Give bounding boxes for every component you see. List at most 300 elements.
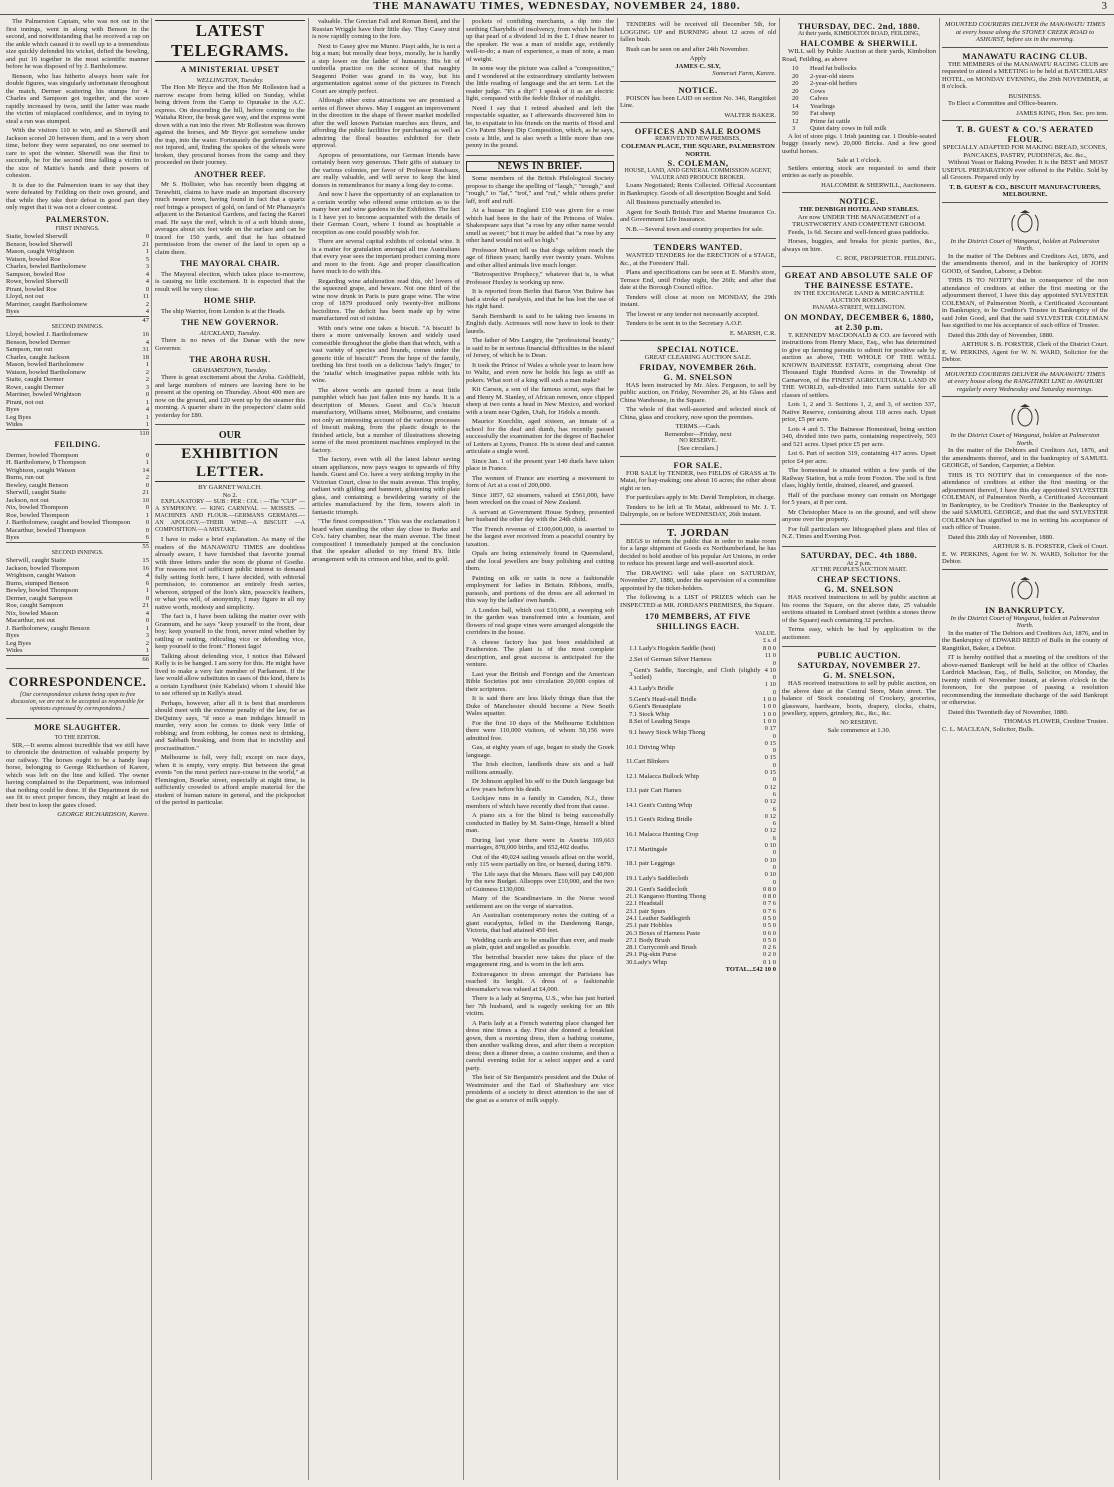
runs: 4: [145, 406, 149, 413]
score-row: [6, 580, 149, 588]
batsman: Dermer, bowled Thompson: [6, 451, 79, 459]
ad-text: TENDERS will be received till December 5th, for LOGGING UP and BURNING about 12 acres of old fallen bush.: [620, 21, 776, 43]
prize-n: 26.: [625, 929, 634, 937]
exhibition-banner-our: OUR: [218, 430, 242, 441]
masthead: [0, 0, 1114, 15]
runs: 4: [145, 338, 149, 346]
telegram-text: The ship Warrior, from London is at the Heads.: [161, 307, 286, 315]
batsman: Mason, caught Wrightson: [6, 248, 74, 255]
prize-n: 28.: [625, 944, 634, 952]
prize-row: [620, 959, 776, 966]
prize-v: 1 0 0: [763, 717, 776, 725]
score-total: [6, 316, 149, 325]
batsman: Marriner, caught Bartholomew: [6, 300, 88, 308]
score-row: [6, 474, 149, 482]
prize-row: [620, 871, 776, 886]
score-row: [6, 534, 149, 542]
prize-row: [620, 915, 776, 922]
exhibition-text: Regarding wine adulteration read this, oh! lovers of the squeezed grape, and beware. Not one third of the wine now drunk in Paris is pure grape wine. The wine crop of 1879 produced only twenty-five millions hectolitres. The deficit has been made up by wine manufactured out of raisins.: [312, 277, 460, 322]
ad-text: Mr Christopher Mace is on the ground, and will show anyone over the property.: [782, 508, 936, 523]
ad-title: SPECIAL NOTICE.: [657, 344, 739, 354]
ad-text: [See circulars.]: [678, 445, 718, 452]
batsman: Bewley, caught Benson: [6, 481, 69, 489]
prize-row: [620, 900, 776, 907]
runs: 4: [145, 270, 149, 278]
prize-n: 1.: [629, 645, 634, 652]
news-item: Lockjaw runs in a family in Camden, N.J., three members of which have recently died from that cause.: [466, 795, 614, 810]
prize-v: 0 15 0: [764, 754, 776, 769]
batsman: Macarthur, not out: [6, 617, 55, 624]
scorecard-1: [6, 233, 149, 324]
score-heading: FEILDING.: [54, 440, 101, 449]
prize-v: 0 12 6: [764, 783, 776, 798]
ad-special-notice: [620, 341, 776, 457]
telegram-heading: THE NEW GOVERNOR.: [181, 318, 279, 327]
prize-row: [620, 703, 776, 710]
ad-tenders-wanted: [620, 239, 776, 341]
stock-qty: 20: [792, 80, 799, 87]
prize-value-heading: VALUE.: [754, 631, 776, 637]
prize-item: 1 Martingale: [634, 845, 668, 853]
batsman: Pirani, not out: [6, 398, 44, 406]
ad-text: E. W. PERKINS, Agent for W. N. WARD, Solicitor for the Debtor.: [942, 550, 1108, 565]
news-item: The Irish election, landlords draw six and a half millions annually.: [466, 761, 614, 776]
score-row: [6, 301, 149, 309]
runs: 2: [145, 639, 149, 647]
score-row: [6, 467, 149, 475]
batsman: Pirani, bowled Roe: [6, 285, 57, 293]
batsman: Sherwill, caught Staite: [6, 557, 66, 564]
runs: 0: [145, 451, 149, 459]
prize-n: 9.: [629, 728, 634, 736]
prize-table: [620, 645, 776, 966]
runs: 2: [145, 376, 149, 383]
exhibition-text: With one's wine one takes a biscuit. "A biscuit! Is there a more universally known and widely used comestible throughout the globe than that which, with a vast variety of species and brands, comes under the generic title of biscuit?" From the hope of the family, teething his first tooth on a delicious 'lady's finger,' to the 'ratafia' which imaginative papas nibble with his wine.: [312, 324, 460, 384]
news-item: There is a lady at Smyrna, U.S., who has just buried her 7th husband, and is eagerly seeking for an 8th victim.: [466, 995, 614, 1017]
news-item: Kit Carson, a son of the famous scout, says that he and Henry M. Stanley, of African renown, once clipped sheep at two cents a head in New Mexico, and worked with a team near Ogden, Utah, for 16dols a month.: [466, 386, 614, 416]
stock-qty: 10: [792, 65, 799, 72]
exhibition-text: Perhaps, however, after all it is best that murderers should meet with the extreme penalty of the law, for as DeQuincy says, "if once a man indulges himself in murder, very soon he comes to think very little of robbing; and from robbing, he comes next to drinking, and Sabbath breaking, and from that to incivility and procrastination.": [155, 699, 305, 752]
stock-desc: Yearlings: [810, 102, 835, 110]
news-item: The Life says that the Messrs. Bass will pay £40,000 by the new Budget. Allsopps over £10,000, and the two of Guinness £130,000.: [466, 870, 614, 893]
news-item: It took the Prince of Wales a whole year to learn how to Waltz, and even now he holds his legs as stiff as pokers. What sort of a king will such a man make?: [466, 361, 614, 384]
batsman: Byes: [6, 308, 20, 315]
ad-text: Feeds, 1s 6d. Secure and well-fenced grass paddocks.: [788, 228, 930, 236]
prize-v: 0 7 6: [763, 907, 776, 915]
ad-text: WANTED TENDERS for the ERECTION of a STAGE, &c., at the Foresters' Hall.: [620, 252, 776, 267]
news-item: A cheese factory has just been established at Featherston. The plant is of the most complete description, and great success is anticipated for the venture.: [466, 638, 614, 668]
ad-text: In the District Court of Wanganui, holden at Palmerston North.: [950, 237, 1100, 252]
score-row: [6, 376, 149, 384]
news-item: A piano six a for the blind is being successfully conducted in Batley by M. Saint-Onge, himself a blind man.: [466, 812, 614, 834]
batsman: Staite, bowled Sherwill: [6, 233, 68, 240]
score-row: [6, 391, 149, 399]
telegrams-banner: LATEST TELEGRAMS.: [155, 20, 305, 62]
ad-date: SATURDAY, DEC. 4th 1880.: [800, 549, 918, 560]
batsman: Roe, caught Sampson: [6, 602, 64, 609]
ad-text: AT THE PEOPLE'S AUCTION MART.: [811, 567, 907, 573]
prize-n: 23.: [625, 907, 634, 915]
runs: 1: [145, 647, 149, 654]
stock-qty: 12: [792, 117, 799, 125]
prize-n: 15.: [625, 816, 634, 824]
score-row: [6, 632, 149, 640]
prize-row: [620, 930, 776, 937]
batsman: Sampson, run out: [6, 346, 53, 353]
ad-guest-flour: [942, 121, 1108, 203]
score-row: [6, 489, 149, 497]
ad-text: In the matter of the Debtors and Creditors Act, 1876, and the amendments thereof, and in the bankruptcy of SAMUEL GEORGE, of Sandon, Carpenter, a Debtor.: [942, 447, 1108, 469]
ad-cheap-sections: [782, 547, 936, 648]
score-row: [6, 595, 149, 603]
column-rule: [939, 18, 940, 1480]
prize-v: 0 10 0: [764, 871, 776, 886]
news-item: The heir of Sir Benjamin's president and the Duke of Westminster and the Earl of Shaftesbury are vice presidents of a society to direct attention to the use of the goat as a source of milk supply.: [466, 1074, 614, 1104]
exhibition-text: Apropos of presentations, our German friends have certainly been very generous. Their gifts of statuary to the various colonies, per favor of Professor Raulsaux, are really valuable, and will serve to keep the kind donors in remembrance for many a long day to come.: [312, 151, 460, 189]
cricket-report: Benson, who has hitherto always been safe for double figures, was singularly unfortunate throughout the match, Dermer scattering his stumps for 4. Charles and Sampson got together, and the score rapidly increased by twos, until the latter was made the victim of misplaced confidence, and in trying to steal a run was stumped.: [6, 72, 149, 125]
runs: 0: [145, 519, 149, 526]
stock-list: [782, 65, 936, 133]
batsman: Sampson, bowled Roe: [6, 270, 66, 278]
score-row: [6, 610, 149, 618]
stock-item: [782, 80, 936, 88]
batsman: Charles, bowled Bartholomew: [6, 263, 87, 270]
ad-text: For full particulars see lithographed plans and files of N.Z. Times and Evening Post.: [782, 525, 936, 540]
ad-text: The DRAWING will take place on SATURDAY, November 27, 1880, under the supervision of a committee appointed by the ticket-holders.: [620, 569, 776, 592]
notice-bankruptcy-good: [942, 203, 1108, 368]
letter-to: TO THE EDITOR.: [54, 734, 101, 741]
prize-total: TOTAL...£42 10 0: [725, 966, 776, 974]
batsman: Benson, bowled Dermer: [6, 338, 71, 346]
ad-text: Settlers entering stock are requested to send their entries as early as possible.: [782, 164, 936, 179]
news-item: Dr Johnson applied his self to the Dutch language but a few years before his death.: [466, 778, 614, 793]
stock-qty: 20: [792, 95, 799, 102]
notice-bankruptcy-george: [942, 397, 1108, 570]
letter-signature: GEORGE RICHARDSON, Karere.: [57, 811, 149, 818]
prize-row: [620, 645, 776, 652]
news-item: During last year there were in Austria 169,663 marriages, 878,000 births, and 652,402 deaths.: [466, 836, 614, 851]
prize-item: 1 Malacca Hunting Crop: [634, 831, 699, 839]
scorecard-4: [6, 557, 149, 663]
score-row: [6, 361, 149, 369]
score-row: [6, 256, 149, 264]
prize-v: 8 0 0: [763, 645, 776, 652]
batsman: H. Bartholomew, b Thompson: [6, 459, 86, 466]
exhibition-text: pockets of confiding merchants, a dip into the seething Charybdis of insolvency, from which he fished up that pearl of a dividend 1d in the £. I draw nearer to the speaker. He was a man of middle age, evidently well-to-do; a man of experience, a man of note, a man of weight.: [466, 18, 614, 63]
news-item: Painting on silk or satin is now a fashionable employment for ladies in Britain. Ribbons, muffs, parasols, and portions of the dress are all adorned in this way by the ladies' own hands.: [466, 574, 614, 604]
runs: 11: [142, 293, 149, 300]
batsman: Rowe, bowled Sherwill: [6, 278, 69, 285]
ad-text: The whole of that well-assorted and selected stock of China, glass and crockery, now upon the premises.: [620, 406, 776, 421]
ad-text: In the matter of The Debtors and Creditors Act, 1876, and the amendments thereof, and in the bankruptcy of JOHN GOOD, of Sandon, Laborer, a Debtor.: [942, 252, 1108, 275]
dateline: GRAHAMSTOWN, Tuesday.: [192, 366, 268, 374]
batsman: Charles, caught Jackson: [6, 353, 70, 361]
runs: 1: [145, 511, 149, 519]
ad-text: IN THE EXCHANGE LAND & MERCANTILE AUCTION ROOMS.: [793, 289, 925, 304]
ad-name: ARTHUR S. B. FORSTER, Clerk of Court.: [992, 543, 1108, 550]
ad-racing-club: [942, 48, 1108, 122]
ad-text: Lot 6. Part of section 319, containing 417 acres. Upset price £4 per acre.: [782, 450, 936, 465]
runs: 0: [145, 594, 149, 602]
runs: 2: [145, 474, 149, 481]
score-row: [6, 527, 149, 535]
runs: 3: [145, 383, 149, 391]
ad-text: COLEMAN PLACE, THE SQUARE, PALMERSTON NORTH.: [621, 143, 775, 158]
prize-v: 0 8 0: [763, 893, 776, 901]
ad-text: Sale at 1 o'clock.: [836, 157, 882, 164]
stock-desc: Quiet dairy cows in full milk: [810, 125, 887, 132]
runs: 16: [142, 331, 149, 338]
ad-date: SATURDAY, NOVEMBER 27.: [797, 660, 921, 670]
cricket-report: With the visitors 110 to win, and as Sherwill and Jackson scored 20 between them, and in a very short time, before they were separated, no one seemed to care to spot the winner. Sherwill was the first to succumb, he for the second time falling a victim to the size of Mattie's hands and their powers of cohesion.: [6, 127, 149, 179]
runs: 21: [142, 602, 149, 609]
prize-v: 0 8 0: [763, 885, 776, 893]
prize-row: [620, 754, 776, 769]
ad-name: G. M. SNELSON,: [823, 670, 895, 680]
score-row: [6, 459, 149, 467]
ad-date: ON MONDAY, DECEMBER 6, 1880, at 2.30 p.m.: [784, 311, 934, 332]
innings-heading: FIRST INNINGS.: [55, 226, 100, 232]
ad-text: The following is a LIST of PRIZES which can be INSPECTED at MR. JORDAN'S PREMISES, the Square.: [620, 594, 776, 609]
column-6-ads: [782, 18, 936, 1480]
prize-row: [620, 769, 776, 784]
ad-title: OFFICES AND SALE ROOMS: [634, 126, 762, 136]
exhibition-text: The above words are quoted from a neat little pamphlet which has just fallen into my hands. It is a description of Messrs. Guest and Co.'s biscuit manufactory, Williams street, Melbourne, and contains not only an interesting account of the various processes of biscuit making, from the plastic dough to the finished article, but a number of illustrations showing some of the most prominent machines employed in the factory.: [312, 386, 460, 454]
ad-mounted-couriers-2: [942, 368, 1108, 398]
batsman: Wides: [6, 421, 23, 428]
score-row: [6, 233, 149, 241]
batsman: Marriner, bowled Wrightson: [6, 391, 81, 398]
ad-text: Loans Negotiated; Rents Collected. Official Accountant in Bankruptcy. Goods of all description Bought and Sold.: [620, 182, 776, 197]
batsman: Lloyd, not out: [6, 293, 44, 300]
prize-row: [620, 857, 776, 872]
ad-name: G. M. SNELSON: [824, 584, 894, 594]
score-row: [6, 482, 149, 490]
prize-n: 11.: [626, 758, 634, 766]
ad-title: IN BANKRUPTCY.: [985, 604, 1065, 615]
prize-n: 6.: [629, 703, 634, 711]
news-item: Last year the British and Foreign and the American Bible Societies put into circulation 20,000 copies of their scriptures.: [466, 670, 614, 693]
synopsis: EXPLANATORY — SUB : PER : COL : —The "CUP" — A SYMPHONY. — KING CARNIVAL — MOSSES. — MACHINES AND FLOUR.—GERMANS GERMANS.—AN APOLOGY.—THEIR WINE—A BISCUIT —A COMPOSITION.—A MISTAKE.: [155, 499, 305, 533]
batsman: Byes: [6, 534, 20, 541]
prize-row: [620, 908, 776, 915]
ad-text: Tenders to be left at Te Matai, addressed to Mr. J. T. Dalrymple, on or before WEDNESDAY, 26th instant.: [620, 503, 776, 518]
batsman: J. Bartholomew, caught and bowled Thompson: [6, 519, 131, 526]
batsman: Nix, bowled Thompson: [6, 504, 69, 511]
stock-item: [782, 125, 936, 133]
prize-n: 4.: [629, 685, 634, 693]
batsman: Sherwill, caught Staite: [6, 489, 66, 496]
ad-text: MOUNTED COURIERS DELIVER the MANAWATU TIMES at every house along the STONEY CREEK ROAD to ASHURST, before six in the morning.: [944, 21, 1106, 43]
prize-item: 1 Gent's Cutting Whip: [634, 801, 693, 809]
news-item: It is said there are less likely things than that the Duke of Manchester should become a New South Wales squatter.: [466, 695, 614, 717]
ad-title: TENDERS WANTED.: [653, 242, 743, 252]
runs: 1: [145, 624, 149, 632]
exhibition-text: Melbourne is full, very full; except on race days, when it is empty, very empty. But between the great events "on the most perfect race-course in the world," at Flemington, Bourke street, especially at night time, is sufficiently crowded to afford ample material for the student of human nature in general, and the pickpocket of the period in particular.: [155, 754, 305, 806]
prize-v: 11 0 0: [764, 652, 776, 667]
news-item: Gas, at eighty years of age, began to study the Greek language.: [466, 744, 614, 759]
prize-v: 0 2 0: [763, 951, 776, 959]
column-rule: [779, 18, 780, 1480]
prize-row: [620, 667, 776, 682]
stock-qty: 50: [792, 110, 799, 117]
batsman: Nix, bowled Mason: [6, 609, 59, 617]
ad-text: TERMS.—Cash.: [675, 423, 721, 430]
prize-item: 1 Lady's Bridle: [634, 685, 674, 693]
ad-text: Dated this 20th day of November, 1880.: [948, 331, 1054, 339]
prize-item: 1 Body Brush: [634, 936, 671, 944]
ad-text: Sale commence at 1.30.: [827, 726, 891, 734]
prize-n: 7.: [629, 710, 634, 718]
stock-item: [782, 73, 936, 81]
innings-heading: SECOND INNINGS.: [51, 550, 104, 556]
news-item: Extravagance in dress amongst the Parisians has reached its height. A dress of a fashionable dressmaker's was valued at £4,000.: [466, 970, 614, 993]
prize-n: 16.: [625, 831, 634, 839]
telegram-heading: THE MAYORAL CHAIR.: [180, 259, 280, 268]
prize-v: 1 10 0: [764, 681, 776, 696]
batsman: Staite, caught Dermer: [6, 376, 64, 383]
column-rule: [308, 18, 309, 1480]
runs: 2: [145, 300, 149, 308]
ad-text: In the District Court of Wanganui, holden at Palmerston North.: [950, 432, 1100, 447]
ad-title: PUBLIC AUCTION.: [817, 650, 901, 660]
exhibition-text: valuable. The Grecian Fall and Roman Bend, and the Russian Wriggle have their little day. They Casey strut is now rapidly coming to the fore.: [312, 18, 460, 40]
batsman: Jackson, bowled Thompson: [6, 564, 80, 572]
ad-text: A lot of store pigs. 1 Irish jaunting car. 1 Double-seated buggy (nearly new). 20,000 Bricks. And a few good useful horses.: [782, 132, 936, 155]
ad-text: N.B.—Several town and country properties for sale.: [626, 225, 764, 233]
dateline: WELLINGTON, Tuesday.: [196, 76, 264, 84]
exhibition-text: Although other extra attractions we are promised a series of flower shows. May I suggest an improvement in the direction in the shape of flower market modelled after the well known Parisian marches aux fleurs, and affording the public facilities for purchasing as well as admiring the floral beauties exhibited for their approval.: [312, 97, 460, 149]
score-row: [6, 354, 149, 362]
telegram-text: The Mayoral election, which takes place to-morrow, is causing no little excitement. It is expected that the result will be very close.: [155, 270, 305, 293]
cricket-report: It is due to the Palmerston team to say that they were defeated by Feilding on their own ground, and that while they take their defeat in good part they only regret that it was not a closer contest.: [6, 181, 149, 211]
news-item: At a bazaar in England £10 was given for a rose which had been in the hair of the Princess of Wales. Shakespeare says that "a rose by any other name would smell as sweet;" but it may be added that "a rose by any other hand would not sell so high.": [466, 207, 614, 244]
prize-n: 3.: [629, 670, 634, 678]
batsman: Byes: [6, 406, 20, 413]
prize-item: 1 Pig-skin Purse: [634, 951, 677, 959]
ad-public-auction: [782, 647, 936, 737]
ad-title: GREAT AND ABSOLUTE SALE OF THE BAINESSE ESTATE.: [784, 269, 934, 290]
prize-v: 0 2 6: [763, 944, 776, 952]
total-runs: 66: [142, 655, 149, 663]
prize-row: [620, 893, 776, 900]
royal-arms-icon: [1005, 403, 1045, 429]
ad-date: FRIDAY, NOVEMBER 26th.: [639, 361, 757, 372]
ad-text: Lots 4 and 5. The Bainesse Homestead, being section 340, divided into two parts, containing respectively, 503 and 521 acres. Upset price £5 per acre.: [782, 425, 936, 448]
batsman: Dermer, caught Sampson: [6, 594, 73, 602]
batsman: Roe, bowled Thompson: [6, 511, 70, 519]
runs: 6: [145, 579, 149, 587]
exhibition-text: And now I have the opportunity of an explanation to a certain worthy who offered some criticism as to the many beer and wine gardens in the Exhibition. The fact is I have yet to become acquainted with the details of their German Court, where I found as hospitable a reception as one could possibly wish for.: [312, 191, 460, 236]
prize-n: 21.: [625, 893, 634, 901]
ad-name: HALCOMBE & SHERWILL: [800, 38, 918, 48]
ad-text: NO RESERVE.: [840, 719, 878, 726]
batsman: Benson, bowled Sherwill: [6, 240, 73, 248]
stock-desc: 2-year-old heifers: [810, 80, 857, 87]
ad-text: The homestead is situated within a few yards of the Railway Station, but a mile from Foxton. The soil is first class, highly fertile, drained, cleared, and grassed.: [782, 467, 936, 489]
runs: 0: [145, 504, 149, 511]
ad-for-sale: [620, 457, 776, 525]
ad-text: In the matter of The Debtors and Creditors Act, 1876, and in the Bankruptcy of EDWARD REED of Bulls in the county of Rangitikei, Baker, a Debtor.: [942, 629, 1108, 652]
score-total: [6, 542, 149, 551]
batsman: Bewley, bowled Thompson: [6, 587, 79, 594]
cricket-report: The Palmerston Captain, who was not out in the first innings, went in along with Benson in the second, and notwithstanding that he received a rap on the ankle which caused it to swell up to a tremendous size quickly defended his wicket, defied the bowling, and put 16 together in the most scientific manner before he was disposed of by J. Bartholomew.: [6, 18, 149, 70]
batsman: Leg Byes: [6, 639, 32, 647]
exhibition-text: Next to Casey give me Munro. Piayi adds, he is not a big a man; but morally dear boys, morally, he is hardly a step lower on the ladder of humanity. His bit of umbrella practice on the sconce of that naughty Seagenni Potter was grand in its way, but his argumentation against some of the pictures in French Court are simply perfect.: [312, 42, 460, 95]
prize-row: [620, 827, 776, 842]
ad-text: NO RESERVE.: [679, 438, 717, 444]
prize-item: 1 pair Spurs: [634, 907, 666, 915]
exhibition-text: The fact is, I have been talking the matter over with Grannum, and he says "keep yourself to the front, dear boy; keep yourself to the front, never mind whether by rattling or ranting, ridiculing vice or defending vice, keep yourself to the front." Honest Iago!: [155, 613, 305, 650]
prize-n: 5.: [629, 696, 634, 704]
ad-text: All Business punctually attended to.: [626, 199, 722, 206]
score-row: [6, 271, 149, 279]
ad-text: BEGS to inform the public that in order to make room for a large shipment of Goods ex Northumberland, he has decided to hold another of his popular Art Unions, in order to reduce his present large and well-assorted stock.: [620, 537, 776, 567]
ad-text: The lowest or any tender not necessarily accepted.: [626, 310, 759, 318]
score-row: [6, 241, 149, 249]
batsman: Wides: [6, 647, 23, 654]
ad-text: REMOVED TO NEW PREMISES,: [655, 136, 741, 142]
prize-n: 2.: [629, 655, 634, 663]
byline: BY GARNET WALCH.: [198, 484, 262, 491]
ad-text: Apply: [689, 55, 707, 62]
prize-n: 10.: [625, 743, 634, 751]
dateline: AUCKLAND, Tuesday.: [199, 329, 261, 337]
ad-name: JAMES KING, Hon. Sec. pro tem.: [1016, 109, 1108, 117]
ad-title: FOR SALE.: [673, 459, 723, 470]
prize-item: Gent's Saddle, Surcingle, and Cloth (slightly soiled): [634, 666, 761, 682]
exhibition-text: I have to make a brief explanation. As many of the readers of the MANAWATU TIMES are doubtless already aware, I have furnished that favorite journal with three letters under the nom de plume of Goethe. For reasons not of sufficient public interest to demand fully setting forth here, I have decided, with editorial permission, to commence an entirely fresh series, whereon, stripped of the lion's skin, peacock's feathers, or what you will, of anonymity, I may figure in all my native worth, modesty and simplicity.: [155, 536, 305, 611]
runs: 15: [142, 557, 149, 564]
prize-v: 0 15 0: [764, 769, 776, 784]
stock-qty: 14: [792, 102, 799, 110]
prize-row: [620, 798, 776, 813]
prize-row: [620, 944, 776, 951]
runs: 18: [142, 353, 149, 361]
prize-row: [620, 937, 776, 944]
score-total: [6, 429, 149, 438]
notice-in-bankruptcy-reed: [942, 570, 1108, 737]
news-item: An Australian contemporary notes the cutting of a giant eucalyptus, felled in the Dandenong Range, Victoria, that had attained 450 feet.: [466, 912, 614, 934]
runs: 0: [145, 481, 149, 489]
column-rule: [463, 18, 464, 1480]
runs: 4: [145, 572, 149, 579]
ad-title: NOTICE.: [839, 196, 879, 206]
score-row: [6, 512, 149, 520]
prize-v: 1 0 0: [763, 696, 776, 704]
runs: 0: [145, 233, 149, 240]
score-row: [6, 308, 149, 316]
news-item: For the first 10 days of the Melbourne Exhibition there were 110,000 visitors, of whom 50,156 were admitted free.: [466, 719, 614, 742]
runs: 21: [142, 489, 149, 496]
news-item: A London ball, which cost £10,000, a sweeping sob in the garden was transformed into a fountain, and flowers of real grape vines were arranged alongside the corridors in the house.: [466, 606, 614, 636]
batsman: Wrightson, caught Watson: [6, 572, 76, 579]
telegram-text: There is great excitement about the Aroha. Goldfield, and large numbers of miners are leaving here to be present at the opening on Thursday. About 400 men are now on the ground, and 120 went up by the steamer this morning. A quarter share in the prospectors' claim sold yesterday for £80.: [155, 374, 305, 419]
score-row: [6, 331, 149, 339]
ad-text: HAS received instructions to sell by public auction, on the above date at the Central Store, Main street. The balance of Stock consisting of Crockery, groceries, glassware, hardware, boots, drapery, clocks, chairs, jewellery, uppers, grindery, &c., &c., &c.: [782, 680, 936, 717]
news-item: It is reported from Berlin that Baron Von Bulow has had a stroke of paralysis, and that he has lost the use of his right hand.: [466, 288, 614, 310]
scorecard-3: [6, 452, 149, 551]
batsman: Mason, bowled Bartholomew: [6, 361, 85, 368]
telegram-text: There is no news of the Danae with the new Governor.: [155, 337, 305, 352]
ad-name: THOMAS FLOWER, Creditor Trustee.: [1003, 718, 1108, 725]
batsman: Burns, stumped Benson: [6, 579, 69, 587]
score-row: [6, 452, 149, 460]
prize-n: 22.: [625, 900, 634, 908]
stock-item: [782, 103, 936, 111]
runs: 0: [145, 617, 149, 624]
page-number: 3: [1101, 0, 1108, 12]
